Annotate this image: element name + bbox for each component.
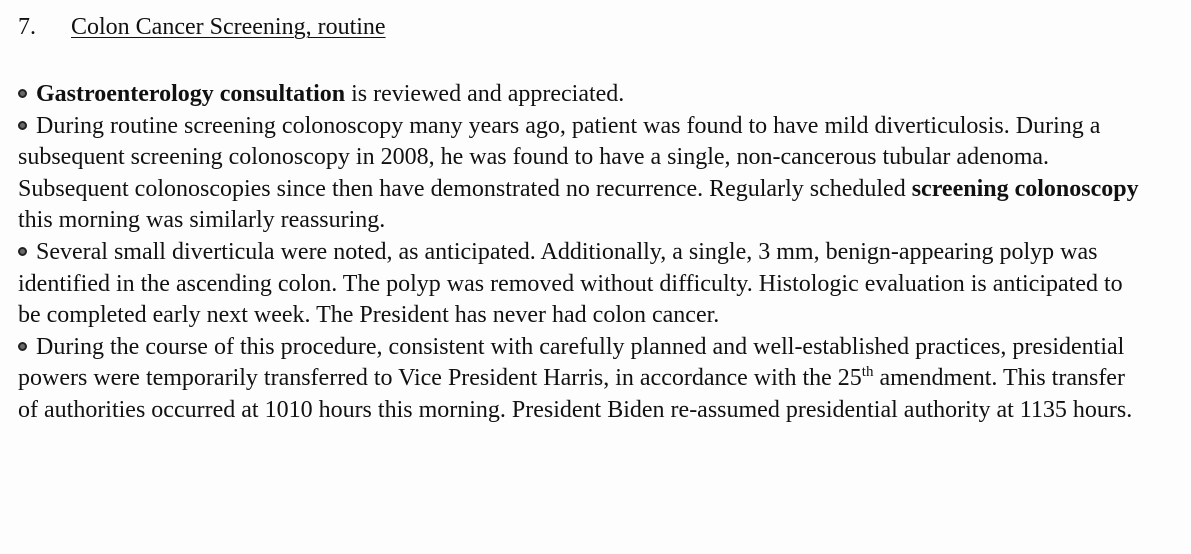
superscript-text: th: [861, 364, 874, 381]
paragraph-text: During the course of this procedure, consistent with carefully planned and well-established practices, presidential powers were temporarily transferred to Vice President Harris, in accordance with the 25: [18, 333, 1125, 392]
bullet-icon: [18, 121, 27, 130]
section-number: 7.: [18, 14, 36, 40]
paragraph-text: this morning was similarly reassuring.: [18, 207, 386, 234]
section-heading: [18, 12, 386, 42]
paragraph-consultation: [18, 79, 1148, 111]
bold-phrase: Gastroenterology consultation: [36, 81, 346, 107]
paragraph-text: is reviewed and appreciated.: [345, 81, 625, 107]
paragraph-text: amendment. This transfer of authorities occurred at 1010 hours this morning. President Biden re-assumed presidential authority at 1135 hours.: [18, 365, 1133, 423]
paragraph-text: During routine screening colonoscopy many years ago, patient was found to have mild diverticulosis. During a subsequent screening colonoscopy in 2008, he was found to have a single, non-cancerous tubular adenoma. Subsequent colonoscopies since then have demonstrated no recurrence. Regularly scheduled: [18, 112, 1101, 202]
paragraph-history: [18, 111, 1148, 237]
section-body: [18, 79, 1148, 427]
bullet-icon: [18, 89, 27, 98]
bold-phrase: screening colonoscopy: [911, 175, 1139, 202]
section-title: Colon Cancer Screening, routine: [71, 14, 386, 40]
paragraph-text: Several small diverticula were noted, as anticipated. Additionally, a single, 3 mm, benign-appearing polyp was identified in the ascending colon. The polyp was removed without difficulty. Histologic evaluation is anticipated to be completed early next week. The President has never had colon cancer.: [18, 238, 1123, 329]
paragraph-findings: [18, 237, 1148, 332]
paragraph-power-transfer: [18, 332, 1148, 427]
bullet-icon: [18, 247, 27, 256]
bullet-icon: [18, 342, 27, 351]
